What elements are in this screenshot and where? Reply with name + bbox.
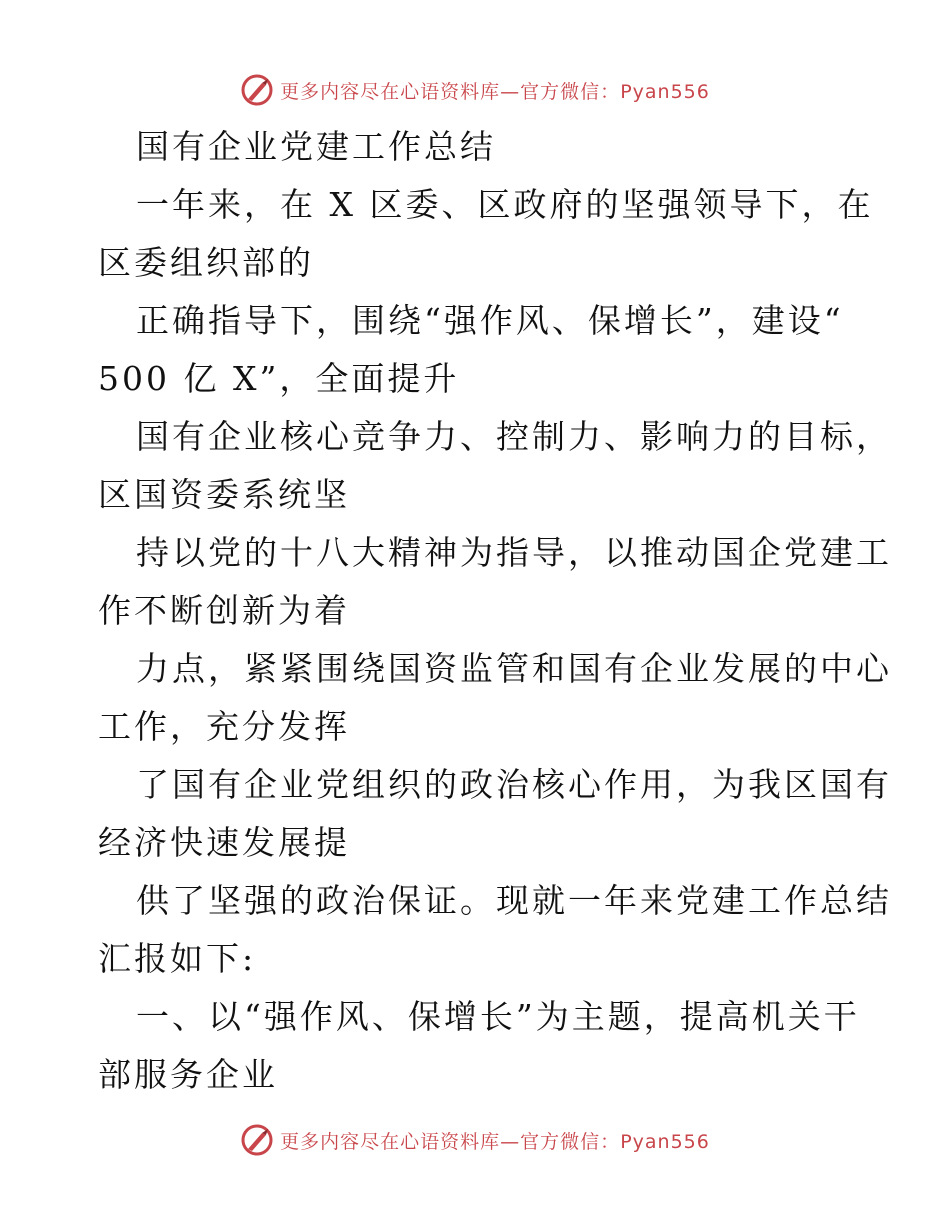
document-line: 力点，紧紧围绕国资监管和国有企业发展的中心: [136, 649, 892, 688]
document-line: 一、以“强作风、保增长”为主题，提高机关干: [136, 997, 860, 1036]
watermark-site: 更多内容尽在心语资料库: [280, 80, 501, 103]
watermark-wechat-label: 官方微信：: [520, 1130, 621, 1153]
document-line: 区委组织部的: [98, 243, 314, 282]
watermark-site: 更多内容尽在心语资料库: [280, 1130, 501, 1153]
watermark-separator: —: [500, 1130, 521, 1153]
document-line: 区国资委系统坚: [98, 475, 350, 514]
document-line: 部服务企业: [98, 1055, 278, 1094]
quill-logo-icon: [240, 73, 274, 107]
document-line: 正确指导下，围绕“强作风、保增长”，建设“: [136, 301, 844, 340]
footer-watermark: [0, 1120, 950, 1160]
document-line: 供了坚强的政治保证。现就一年来党建工作总结: [136, 881, 892, 920]
watermark-wechat-id: Pyan556: [620, 80, 710, 103]
document-line: 500 亿 X”，全面提升: [98, 359, 460, 398]
watermark-wechat-id: Pyan556: [620, 1130, 710, 1153]
header-watermark: [0, 70, 950, 110]
watermark-text: [280, 1127, 710, 1154]
document-line: 经济快速发展提: [98, 823, 350, 862]
watermark-separator: —: [500, 80, 521, 103]
document-line: 了国有企业党组织的政治核心作用，为我区国有: [136, 765, 892, 804]
document-line: 作不断创新为着: [98, 591, 350, 630]
document-title: 国有企业党建工作总结: [136, 127, 496, 166]
document-line: 汇报如下:: [98, 939, 257, 978]
document-line: 持以党的十八大精神为指导，以推动国企党建工: [136, 533, 892, 572]
document-line: 工作，充分发挥: [98, 707, 350, 746]
quill-logo-icon: [240, 1123, 274, 1157]
document-line: 一年来，在 X 区委、区政府的坚强领导下，在: [136, 185, 874, 224]
document-body: [98, 118, 892, 1104]
watermark-text: [280, 77, 710, 104]
watermark-wechat-label: 官方微信：: [520, 80, 621, 103]
document-line: 国有企业核心竞争力、控制力、影响力的目标，: [136, 417, 892, 456]
